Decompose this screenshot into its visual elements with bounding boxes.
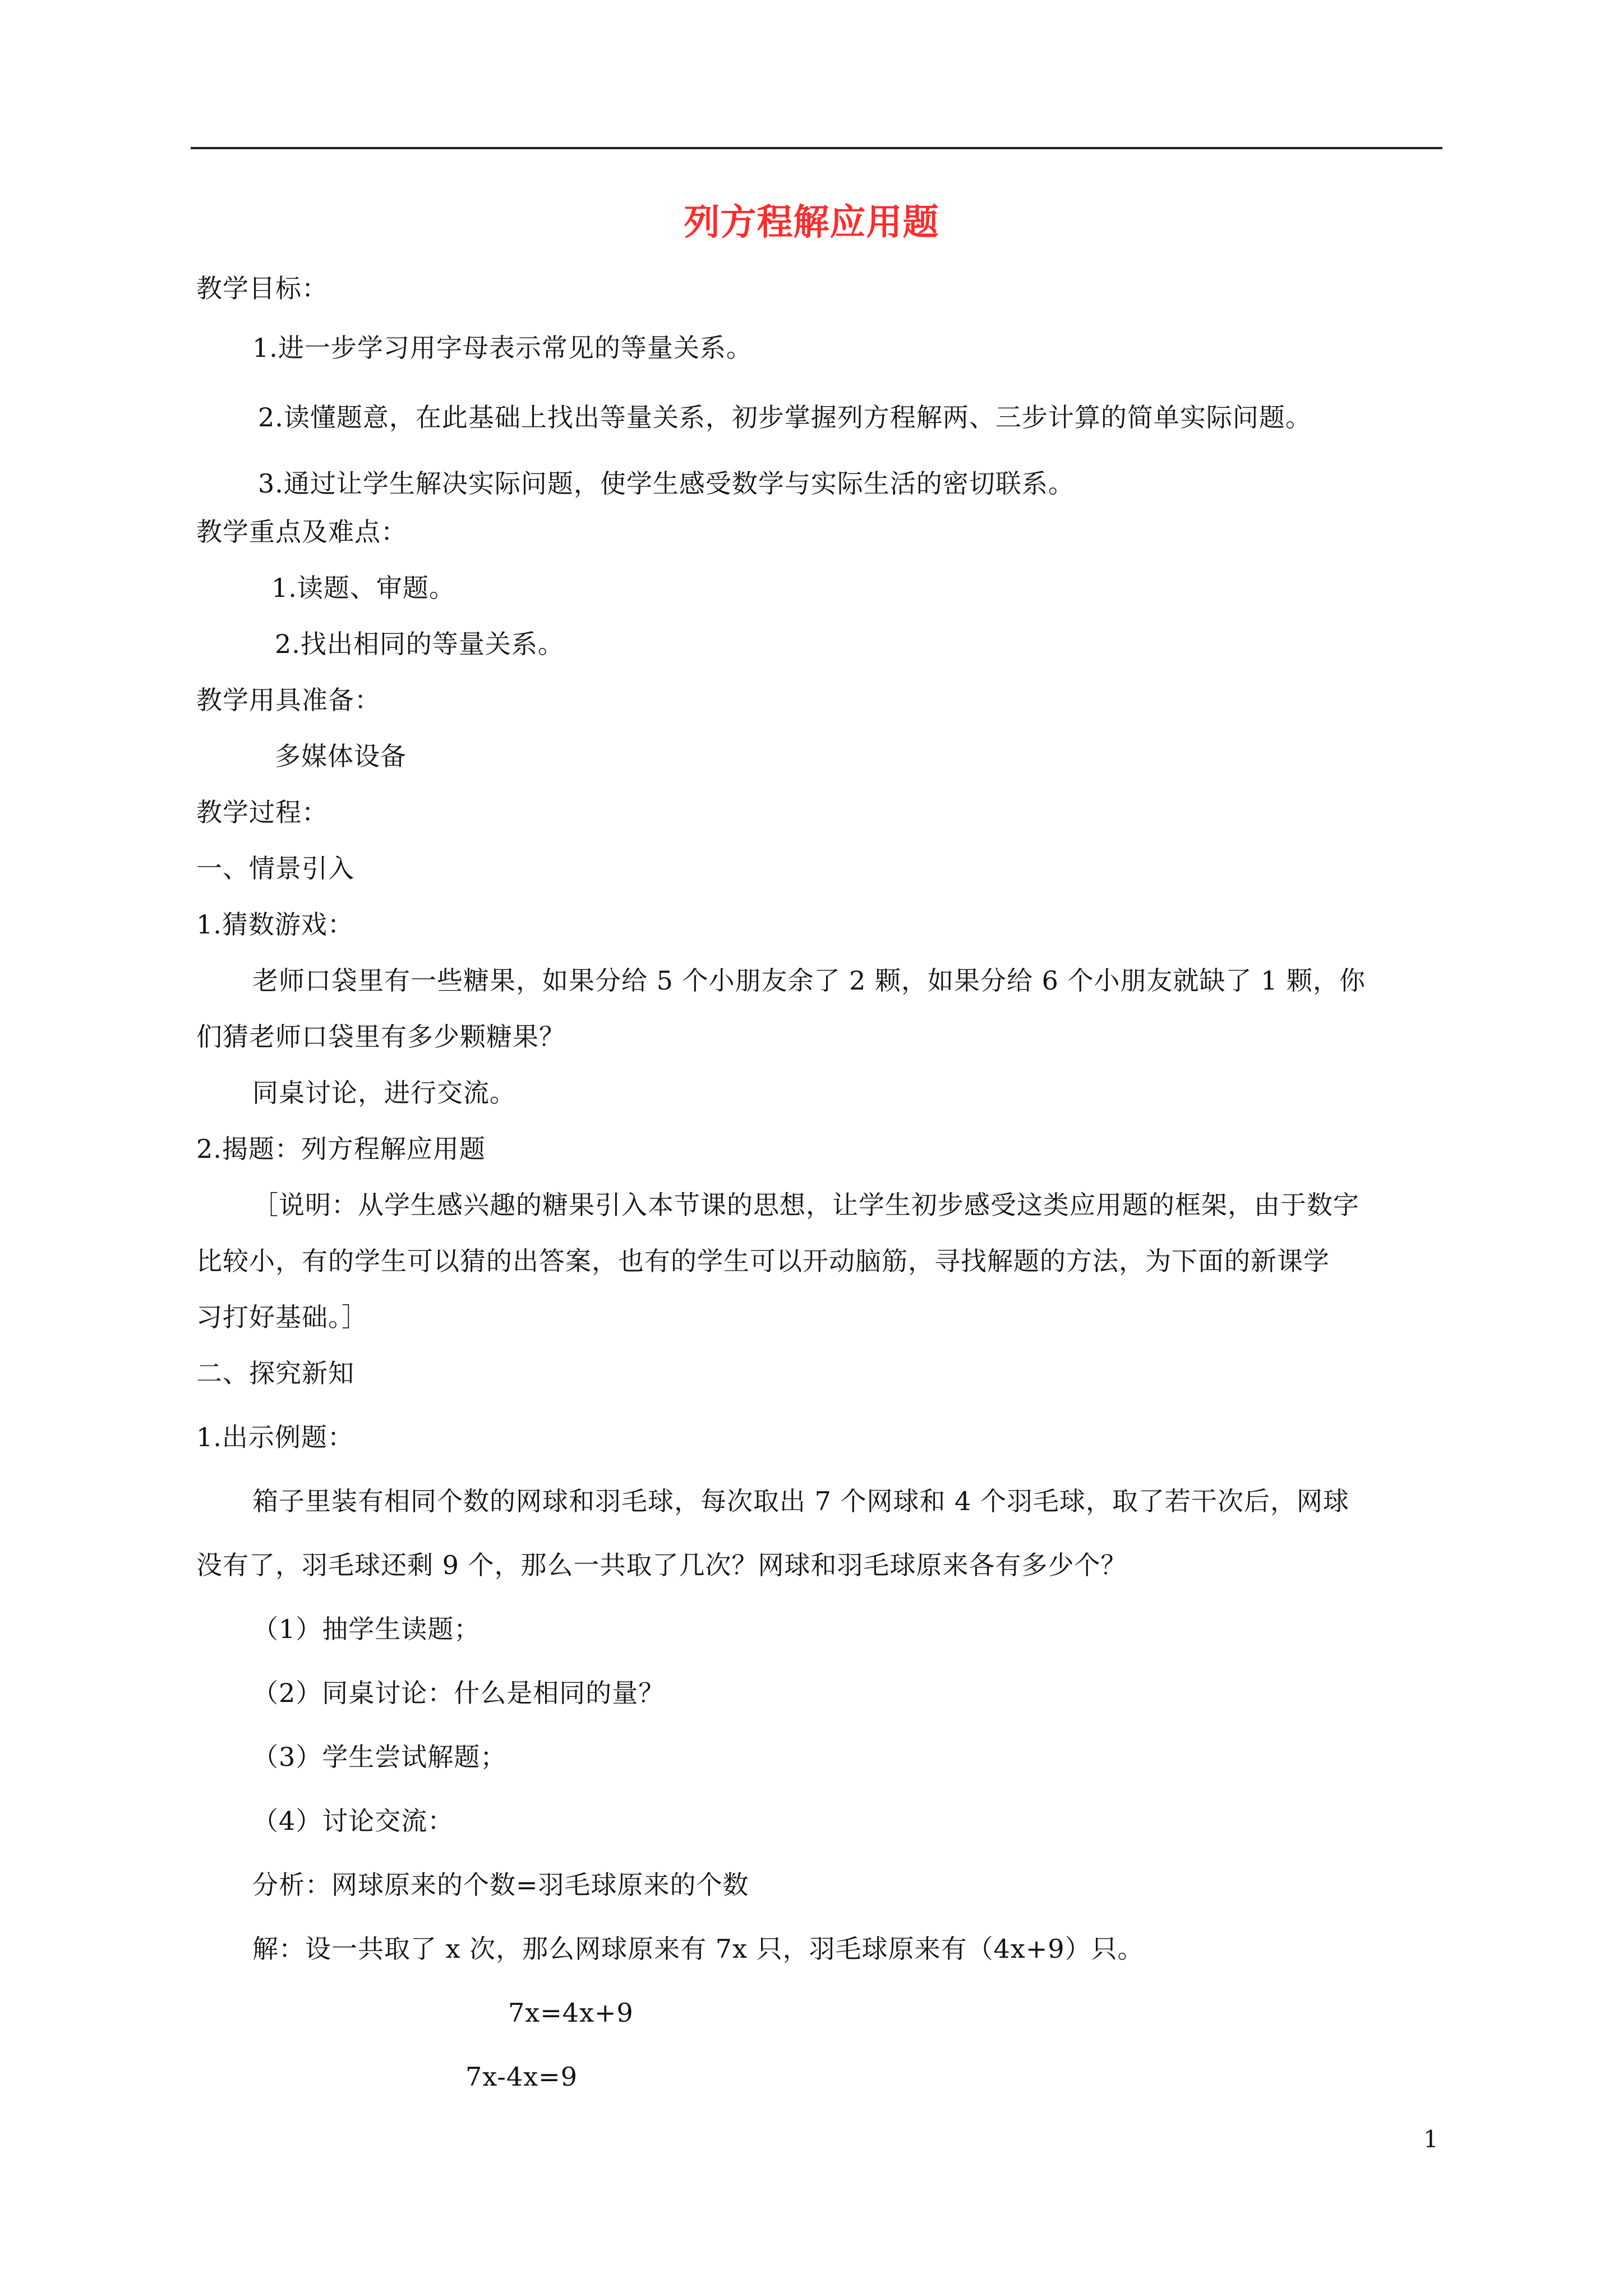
- step-1: （1）抽学生读题；: [252, 1614, 481, 1644]
- step-4: （4）讨论交流：: [252, 1806, 454, 1836]
- heading-key-points: 教学重点及难点：: [196, 517, 407, 547]
- section-two-heading: 二、探究新知: [196, 1358, 354, 1388]
- step-3: （3）学生尝试解题；: [252, 1742, 507, 1772]
- example-heading: 1.出示例题：: [196, 1422, 354, 1452]
- document-title: 列方程解应用题: [684, 201, 939, 243]
- note-line-3: 习打好基础。］: [196, 1302, 368, 1332]
- equation-1: 7x=4x+9: [508, 1998, 634, 2028]
- reveal-topic: 2.揭题：列方程解应用题: [196, 1134, 486, 1164]
- example-text-2: 没有了，羽毛球还剩 9 个，那么一共取了几次？网球和羽毛球原来各有多少个？: [196, 1550, 1127, 1580]
- key-point-2: 2.找出相同的等量关系。: [275, 629, 564, 659]
- objective-3: 3.通过让学生解决实际问题，使学生感受数学与实际生活的密切联系。: [258, 468, 1075, 499]
- heading-teaching-aids: 教学用具准备：: [196, 685, 381, 715]
- objective-2: 2.读懂题意，在此基础上找出等量关系，初步掌握列方程解两、三步计算的简单实际问题。: [258, 402, 1312, 432]
- header-rule: [191, 147, 1442, 149]
- teaching-aid-item: 多媒体设备: [275, 741, 407, 771]
- heading-objectives: 教学目标：: [196, 273, 328, 303]
- heading-process: 教学过程：: [196, 797, 328, 827]
- analysis-line: 分析：网球原来的个数=羽毛球原来的个数: [252, 1870, 749, 1900]
- note-line-2: 比较小，有的学生可以猜的出答案，也有的学生可以开动脑筋，寻找解题的方法，为下面的新课学: [196, 1246, 1330, 1276]
- key-point-1: 1.读题、审题。: [271, 573, 455, 603]
- equation-2: 7x-4x=9: [465, 2062, 578, 2092]
- guessing-game-heading: 1.猜数游戏：: [196, 909, 354, 940]
- discussion-text: 同桌讨论，进行交流。: [252, 1078, 516, 1108]
- step-2: （2）同桌讨论：什么是相同的量？: [252, 1678, 665, 1708]
- example-text-1: 箱子里装有相同个数的网球和羽毛球，每次取出 7 个网球和 4 个羽毛球，取了若干次后，网球: [252, 1486, 1350, 1516]
- guessing-game-text-2: 们猜老师口袋里有多少颗糖果？: [196, 1022, 565, 1052]
- guessing-game-text-1: 老师口袋里有一些糖果，如果分给 5 个小朋友余了 2 颗，如果分给 6 个小朋友就缺了 1 颗，你: [252, 965, 1366, 996]
- solution-line: 解：设一共取了 x 次，那么网球原来有 7x 只，羽毛球原来有（4x+9）只。: [252, 1934, 1144, 1964]
- objective-1: 1.进一步学习用字母表示常见的等量关系。: [252, 333, 753, 363]
- page-number: 1: [1423, 2125, 1438, 2153]
- note-line-1: ［说明：从学生感兴趣的糖果引入本节课的思想，让学生初步感受这类应用题的框架，由于数字: [252, 1190, 1359, 1220]
- section-one-heading: 一、情景引入: [196, 853, 354, 884]
